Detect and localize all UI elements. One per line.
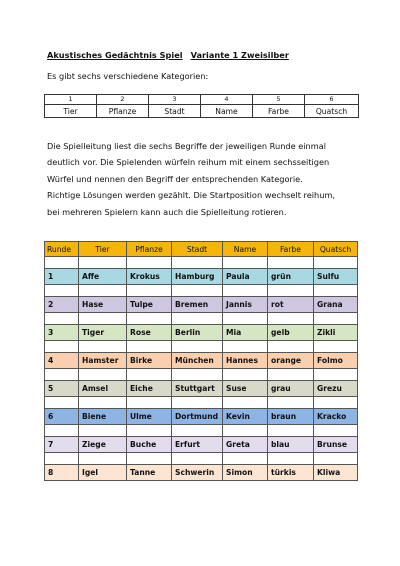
spacer-cell [79, 285, 127, 297]
round-row [45, 437, 358, 453]
description-line: bei mehreren Spielern kann auch die Spielleitung rotieren. [47, 206, 287, 217]
table-cell: Eiche [127, 381, 172, 397]
spacer-cell [127, 453, 172, 465]
table-cell: Berlin [172, 325, 223, 341]
column-header: Runde [45, 242, 79, 257]
spacer-row [45, 313, 358, 325]
spacer-cell [268, 341, 314, 353]
table-cell: Tiger [79, 325, 127, 341]
table-cell: Greta [223, 437, 268, 453]
table-cell: türkis [268, 465, 314, 481]
spacer-cell [223, 425, 268, 437]
spacer-cell [314, 257, 358, 269]
category-number: 5 [253, 95, 305, 105]
spacer-cell [268, 313, 314, 325]
spacer-cell [127, 285, 172, 297]
description-line: Würfel und nennen den Begriff der entsprechenden Kategorie. [47, 173, 303, 184]
spacer-cell [45, 257, 79, 269]
table-cell: Brunse [314, 437, 358, 453]
spacer-cell [268, 285, 314, 297]
table-cell: Kevin [223, 409, 268, 425]
round-number: 6 [45, 409, 79, 425]
column-header: Name [223, 242, 268, 257]
table-cell: Affe [79, 269, 127, 285]
spacer-cell [45, 369, 79, 381]
round-number: 4 [45, 353, 79, 369]
table-cell: Kliwa [314, 465, 358, 481]
table-cell: Schwerin [172, 465, 223, 481]
spacer-cell [314, 369, 358, 381]
category-name: Quatsch [305, 105, 359, 118]
spacer-cell [314, 425, 358, 437]
spacer-cell [268, 453, 314, 465]
title-main: Akustisches Gedächtnis Spiel [47, 50, 183, 60]
column-header: Pflanze [127, 242, 172, 257]
spacer-cell [314, 341, 358, 353]
spacer-cell [223, 453, 268, 465]
table-cell: Stuttgart [172, 381, 223, 397]
round-row [45, 465, 358, 481]
spacer-cell [127, 397, 172, 409]
category-name: Tier [45, 105, 97, 118]
category-number: 6 [305, 95, 359, 105]
spacer-cell [223, 369, 268, 381]
table-cell: Biene [79, 409, 127, 425]
category-table [44, 94, 359, 118]
spacer-cell [172, 313, 223, 325]
table-cell: München [172, 353, 223, 369]
spacer-cell [268, 397, 314, 409]
category-number: 4 [201, 95, 253, 105]
spacer-cell [314, 453, 358, 465]
description [47, 138, 367, 220]
table-cell: Mia [223, 325, 268, 341]
round-number: 7 [45, 437, 79, 453]
round-number: 8 [45, 465, 79, 481]
table-header-row [45, 242, 358, 257]
table-cell: Simon [223, 465, 268, 481]
spacer-cell [45, 397, 79, 409]
category-number: 3 [149, 95, 201, 105]
column-header: Stadt [172, 242, 223, 257]
spacer-cell [268, 257, 314, 269]
table-cell: Grezu [314, 381, 358, 397]
round-row [45, 325, 358, 341]
table-cell: Dortmund [172, 409, 223, 425]
spacer-cell [127, 257, 172, 269]
table-cell: Amsel [79, 381, 127, 397]
spacer-cell [79, 313, 127, 325]
table-cell: Erfurt [172, 437, 223, 453]
spacer-cell [223, 257, 268, 269]
table-cell: Jannis [223, 297, 268, 313]
table-cell: Ziege [79, 437, 127, 453]
spacer-row [45, 369, 358, 381]
table-cell: Bremen [172, 297, 223, 313]
round-row [45, 297, 358, 313]
table-cell: Hase [79, 297, 127, 313]
column-header: Tier [79, 242, 127, 257]
spacer-cell [79, 453, 127, 465]
table-cell: Krokus [127, 269, 172, 285]
spacer-cell [268, 369, 314, 381]
column-header: Quatsch [314, 242, 358, 257]
table-cell: Suse [223, 381, 268, 397]
table-cell: Folmo [314, 353, 358, 369]
spacer-cell [223, 313, 268, 325]
category-name-row [45, 105, 359, 118]
spacer-cell [172, 425, 223, 437]
spacer-row [45, 397, 358, 409]
round-row [45, 353, 358, 369]
spacer-cell [172, 369, 223, 381]
intro-text: Es gibt sechs verschiedene Kategorien: [47, 71, 209, 81]
table-cell: grau [268, 381, 314, 397]
table-cell: Zikli [314, 325, 358, 341]
page-title [47, 50, 289, 60]
spacer-cell [45, 341, 79, 353]
spacer-row [45, 425, 358, 437]
category-number: 1 [45, 95, 97, 105]
category-name: Stadt [149, 105, 201, 118]
spacer-cell [314, 313, 358, 325]
table-cell: rot [268, 297, 314, 313]
table-cell: gelb [268, 325, 314, 341]
spacer-cell [127, 369, 172, 381]
table-cell: Tulpe [127, 297, 172, 313]
table-cell: blau [268, 437, 314, 453]
spacer-cell [172, 453, 223, 465]
description-line: deutlich vor. Die Spielenden würfeln reihum mit einem sechsseitigen [47, 157, 330, 168]
spacer-cell [314, 397, 358, 409]
spacer-cell [223, 341, 268, 353]
spacer-cell [172, 257, 223, 269]
table-cell: Rose [127, 325, 172, 341]
spacer-cell [45, 453, 79, 465]
round-number: 2 [45, 297, 79, 313]
spacer-cell [79, 341, 127, 353]
table-cell: Igel [79, 465, 127, 481]
table-cell: Kracko [314, 409, 358, 425]
round-row [45, 269, 358, 285]
spacer-row [45, 257, 358, 269]
spacer-cell [79, 425, 127, 437]
spacer-cell [79, 369, 127, 381]
spacer-cell [127, 313, 172, 325]
spacer-row [45, 285, 358, 297]
round-number: 5 [45, 381, 79, 397]
spacer-cell [172, 341, 223, 353]
table-cell: Birke [127, 353, 172, 369]
table-cell: grün [268, 269, 314, 285]
category-number-row [45, 95, 359, 105]
spacer-row [45, 453, 358, 465]
column-header: Farbe [268, 242, 314, 257]
spacer-cell [79, 397, 127, 409]
round-number: 1 [45, 269, 79, 285]
table-cell: Tanne [127, 465, 172, 481]
spacer-cell [79, 257, 127, 269]
spacer-cell [127, 425, 172, 437]
round-number: 3 [45, 325, 79, 341]
spacer-cell [172, 397, 223, 409]
spacer-cell [223, 285, 268, 297]
spacer-cell [223, 397, 268, 409]
table-cell: Paula [223, 269, 268, 285]
table-cell: Grana [314, 297, 358, 313]
spacer-cell [268, 425, 314, 437]
rounds-table [44, 241, 358, 481]
table-cell: Sulfu [314, 269, 358, 285]
table-cell: orange [268, 353, 314, 369]
spacer-cell [314, 285, 358, 297]
category-name: Pflanze [97, 105, 149, 118]
category-name: Name [201, 105, 253, 118]
table-cell: Ulme [127, 409, 172, 425]
spacer-cell [127, 341, 172, 353]
table-cell: Hannes [223, 353, 268, 369]
table-cell: Hamster [79, 353, 127, 369]
round-row [45, 409, 358, 425]
table-cell: Hamburg [172, 269, 223, 285]
spacer-cell [45, 425, 79, 437]
description-line: Die Spielleitung liest die sechs Begriffe der jeweiligen Runde einmal [47, 141, 326, 151]
spacer-cell [172, 285, 223, 297]
description-line: Richtige Lösungen werden gezählt. Die Startposition wechselt reihum, [47, 190, 336, 201]
category-number: 2 [97, 95, 149, 105]
table-cell: Buche [127, 437, 172, 453]
spacer-cell [45, 313, 79, 325]
title-variant: Variante 1 Zweisilber [190, 50, 289, 60]
spacer-row [45, 341, 358, 353]
category-name: Farbe [253, 105, 305, 118]
spacer-cell [45, 285, 79, 297]
round-row [45, 381, 358, 397]
table-cell: braun [268, 409, 314, 425]
